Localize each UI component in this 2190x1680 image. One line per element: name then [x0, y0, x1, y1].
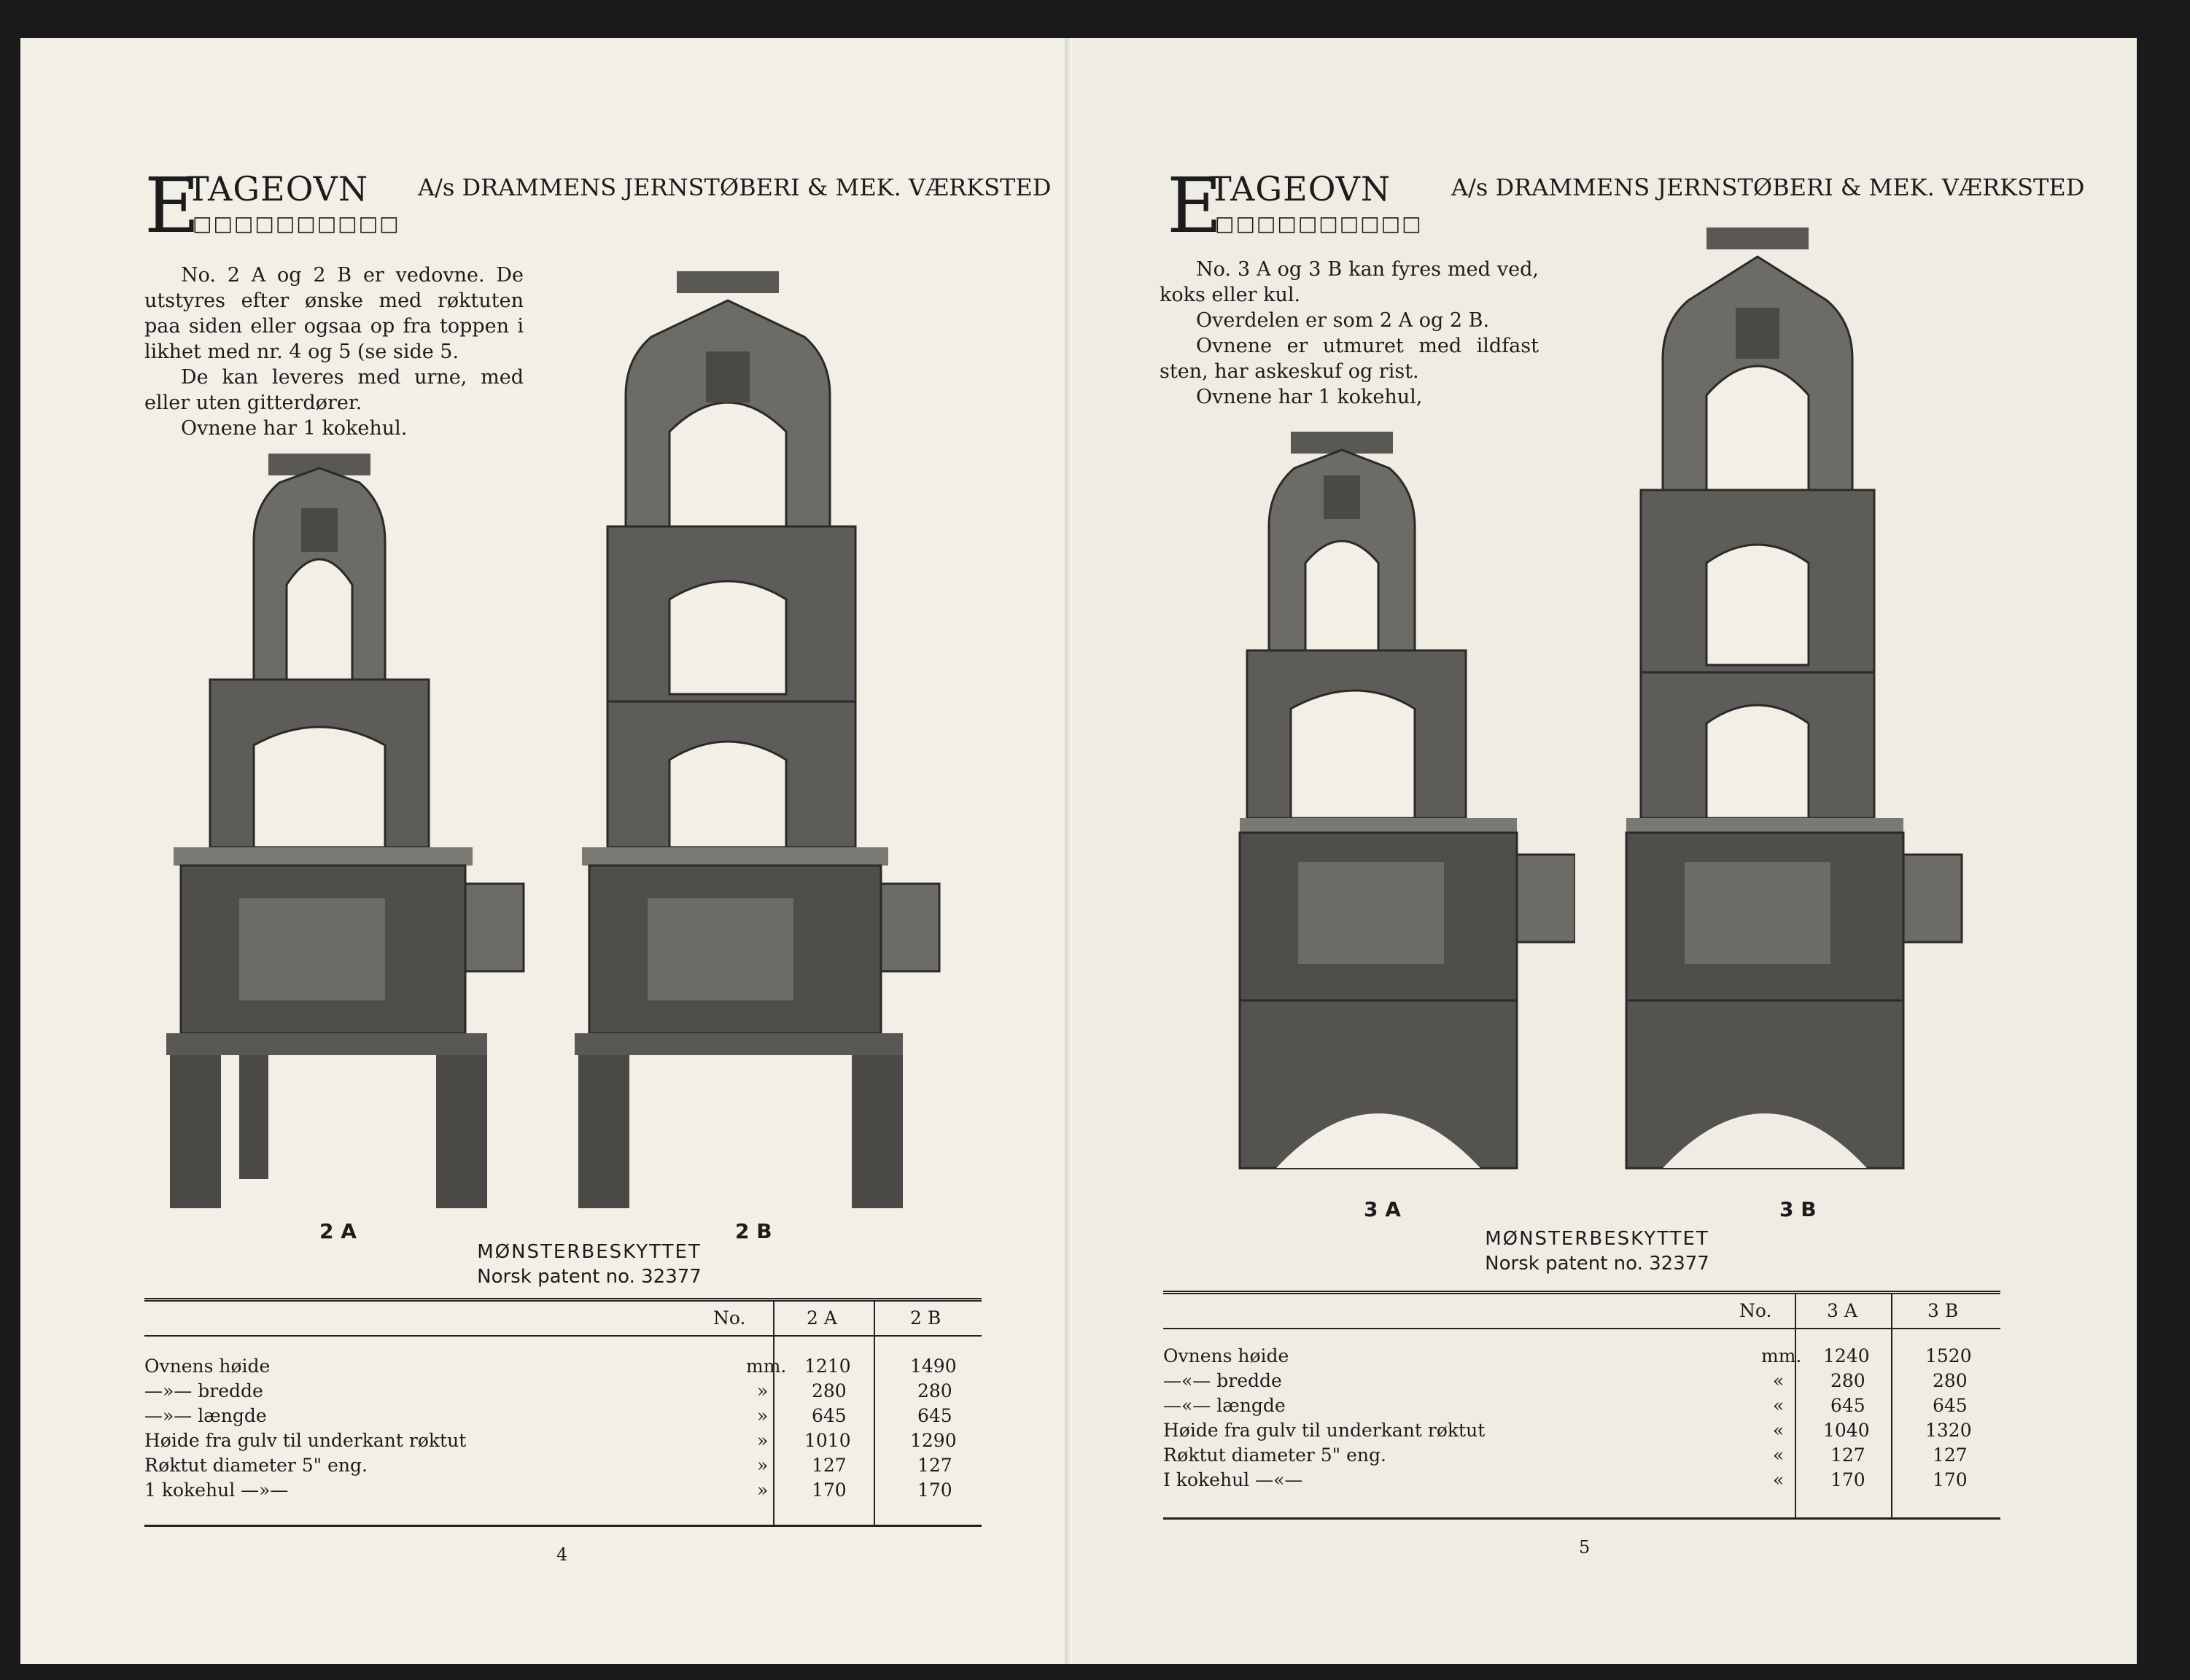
stove-3a-caption: 3 A	[1364, 1197, 1401, 1221]
spec-header-no: No.	[713, 1307, 746, 1329]
spec-value-a: 127	[1830, 1444, 1865, 1466]
patent-notice	[1451, 1226, 1743, 1276]
spec-value-a: 1010	[804, 1430, 851, 1451]
spec-label: I kokehul —«—	[1163, 1469, 1303, 1490]
spec-header-no: No.	[1739, 1300, 1772, 1321]
patent-number: Norsk patent no. 32377	[477, 1266, 702, 1288]
heading-squares: □□□□□□□□□□	[193, 211, 400, 236]
intro-text	[1160, 257, 1539, 410]
spec-value-a: 1240	[1823, 1345, 1870, 1366]
spec-label: —»— bredde	[144, 1380, 263, 1401]
spec-label: Ovnens høide	[144, 1356, 271, 1377]
intro-text	[144, 262, 524, 441]
spec-label: Høide fra gulv til underkant røktut	[1163, 1420, 1486, 1441]
spec-row	[1163, 1444, 2000, 1469]
spec-header-b: 2 B	[910, 1307, 941, 1329]
spec-value-a: 127	[812, 1455, 847, 1476]
spec-unit: mm.	[746, 1356, 787, 1377]
spec-unit: «	[1773, 1420, 1785, 1441]
intro-paragraph: De kan leveres med urne, med eller uten gitterdører.	[144, 366, 524, 414]
heading-title: TAGEOVN	[1209, 169, 1391, 209]
spec-unit: mm.	[1761, 1345, 1802, 1366]
page-number-right: 5	[1579, 1537, 1591, 1558]
spec-value-b: 1290	[910, 1430, 957, 1451]
heading-squares: □□□□□□□□□□	[1215, 211, 1423, 236]
stove-2a-image	[144, 439, 553, 1212]
stove-2b-caption: 2 B	[735, 1219, 772, 1243]
spec-unit: »	[757, 1405, 769, 1426]
patent-title: MØNSTERBESKYTTET	[1485, 1228, 1709, 1250]
spec-label: Høide fra gulv til underkant røktut	[144, 1430, 467, 1451]
intro-paragraph: Ovnene har 1 kokehul,	[1196, 386, 1423, 408]
spec-label: —«— bredde	[1163, 1370, 1282, 1391]
spec-header-a: 2 A	[807, 1307, 837, 1329]
spec-value-b: 1520	[1925, 1345, 1972, 1366]
spec-header-a: 3 A	[1827, 1300, 1857, 1321]
intro-paragraph: No. 3 A og 3 B kan fyres med ved, koks eller kul.	[1160, 258, 1539, 306]
spec-header-row	[1163, 1294, 2000, 1329]
spec-value-b: 170	[1933, 1469, 1968, 1490]
right-page	[1072, 38, 2137, 1664]
spec-row	[144, 1430, 982, 1455]
patent-number: Norsk patent no. 32377	[1485, 1253, 1709, 1275]
spec-value-a: 280	[812, 1380, 847, 1401]
left-page	[20, 38, 1071, 1664]
spec-value-a: 1210	[804, 1356, 851, 1377]
spec-unit: «	[1773, 1370, 1785, 1391]
spec-value-b: 645	[1933, 1395, 1968, 1416]
spec-row	[1163, 1395, 2000, 1420]
spec-row	[1163, 1370, 2000, 1395]
intro-paragraph: Ovnene er utmuret med ildfast sten, har askeskuf og rist.	[1160, 335, 1539, 383]
spec-unit: «	[1773, 1444, 1785, 1466]
spec-table-right	[1163, 1291, 2000, 1520]
intro-paragraph: Ovnene har 1 kokehul.	[181, 417, 408, 440]
company-name: A/s DRAMMENS JERNSTØBERI & MEK. VÆRKSTED	[1451, 174, 2085, 201]
spec-label: Røktut diameter 5" eng.	[144, 1455, 368, 1476]
spec-unit: »	[757, 1430, 769, 1451]
spec-value-b: 1320	[1925, 1420, 1972, 1441]
spec-label: Ovnens høide	[1163, 1345, 1289, 1366]
spec-value-a: 170	[1830, 1469, 1865, 1490]
spec-value-b: 280	[917, 1380, 952, 1401]
spec-row	[144, 1455, 982, 1479]
spec-row	[1163, 1420, 2000, 1444]
spec-row	[144, 1356, 982, 1380]
spec-value-a: 645	[1830, 1395, 1865, 1416]
intro-paragraph: Overdelen er som 2 A og 2 B.	[1196, 309, 1490, 332]
spec-row	[144, 1405, 982, 1430]
spec-unit: »	[757, 1455, 769, 1476]
heading-initial: E	[144, 161, 200, 250]
spec-value-b: 170	[917, 1479, 952, 1501]
heading-initial: E	[1167, 161, 1222, 250]
spec-value-b: 280	[1933, 1370, 1968, 1391]
stove-3b-caption: 3 B	[1779, 1197, 1817, 1221]
spec-unit: «	[1773, 1395, 1785, 1416]
spec-unit: «	[1773, 1469, 1785, 1490]
spec-unit: »	[757, 1380, 769, 1401]
spec-row	[144, 1380, 982, 1405]
spec-value-b: 645	[917, 1405, 952, 1426]
company-name: A/s DRAMMENS JERNSTØBERI & MEK. VÆRKSTED	[418, 174, 1052, 201]
spec-label: 1 kokehul —»—	[144, 1479, 289, 1501]
page-number-left: 4	[556, 1544, 568, 1565]
spec-header-row	[144, 1302, 982, 1337]
stove-2b-image	[567, 257, 976, 1212]
spec-unit: »	[757, 1479, 769, 1501]
spec-label: —»— længde	[144, 1405, 267, 1426]
spec-value-b: 127	[1933, 1444, 1968, 1466]
spec-header-b: 3 B	[1927, 1300, 1959, 1321]
stove-3a-image	[1167, 417, 1575, 1190]
spec-value-a: 170	[812, 1479, 847, 1501]
spec-row	[144, 1479, 982, 1504]
spec-row	[1163, 1469, 2000, 1494]
patent-notice	[443, 1240, 735, 1289]
spec-label: —«— længde	[1163, 1395, 1286, 1416]
stove-3b-image	[1583, 213, 1991, 1190]
patent-title: MØNSTERBESKYTTET	[477, 1241, 702, 1263]
spec-value-b: 1490	[910, 1356, 957, 1377]
spec-value-a: 645	[812, 1405, 847, 1426]
stove-2a-caption: 2 A	[319, 1219, 357, 1243]
heading-title: TAGEOVN	[187, 169, 369, 209]
spec-table-left	[144, 1298, 982, 1527]
spec-row	[1163, 1345, 2000, 1370]
spec-value-b: 127	[917, 1455, 952, 1476]
spec-label: Røktut diameter 5" eng.	[1163, 1444, 1386, 1466]
spec-value-a: 1040	[1823, 1420, 1870, 1441]
intro-paragraph: No. 2 A og 2 B er vedovne. De utstyres efter ønske med røktuten paa siden eller ogsaa op fra toppen i likhet med nr. 4 og 5 (se side 5.	[144, 264, 524, 363]
spec-value-a: 280	[1830, 1370, 1865, 1391]
